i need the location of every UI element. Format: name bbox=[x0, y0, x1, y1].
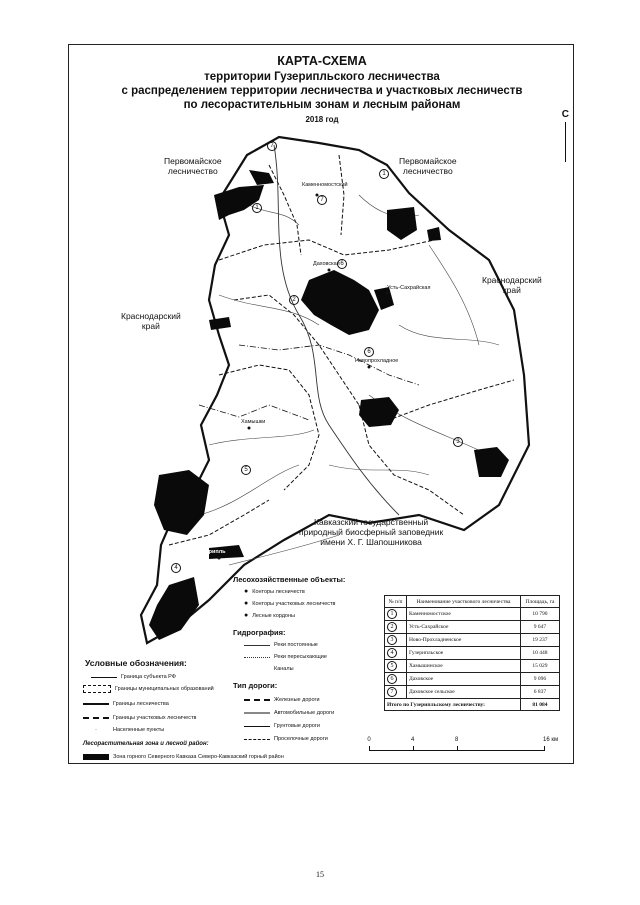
road-swatch-icon bbox=[244, 712, 270, 714]
settlement-label: Новопрохладное bbox=[355, 358, 399, 364]
river-swatch-icon bbox=[244, 657, 270, 658]
district-marker: 7 bbox=[267, 141, 277, 151]
district-marker: 6 bbox=[364, 347, 374, 357]
legend-title: Условные обозначения: bbox=[85, 658, 187, 668]
dot-swatch-icon: · bbox=[95, 727, 97, 733]
district-marker: 2 bbox=[289, 295, 299, 305]
legend-item: Каналы bbox=[274, 666, 294, 672]
area-table bbox=[384, 595, 560, 711]
table-row: 5 Хамышинское 15 029 bbox=[385, 660, 560, 673]
river-swatch-icon bbox=[244, 645, 270, 646]
scale-line bbox=[369, 746, 545, 751]
legend-item: Границы участковых лесничеств bbox=[83, 715, 196, 721]
page-number: 15 bbox=[316, 870, 324, 879]
line-swatch-icon bbox=[91, 677, 117, 678]
table-total-row: Итого по Гузерипльскому лесничеству: 81 084 bbox=[385, 699, 560, 711]
scale-tick-label: 0 bbox=[367, 737, 371, 743]
fill-swatch-icon bbox=[83, 754, 109, 760]
district-marker: 6 bbox=[337, 259, 347, 269]
forest-patch bbox=[474, 447, 509, 477]
line-swatch-icon bbox=[83, 703, 109, 705]
table-row: 1 Каменномостское 10 790 bbox=[385, 608, 560, 621]
forest-objects-title: Лесохозяйственные объекты: bbox=[233, 575, 346, 584]
legend-item: ● Конторы лесничеств bbox=[244, 588, 305, 595]
table-row: 6 Даховское 9 096 bbox=[385, 673, 560, 686]
district-marker: 7 bbox=[317, 195, 327, 205]
map-title: КАРТА-СХЕМА bbox=[277, 54, 367, 68]
settlement-label: Гузерипль bbox=[197, 549, 226, 555]
cordon-icon: ● bbox=[244, 612, 249, 619]
neighbor-label: Первомайское лесничество bbox=[164, 156, 222, 176]
legend-item: Зона горного Северного Кавказа Северо-Кавказский горный район bbox=[83, 754, 284, 760]
legend-item: ● Лесные кордоны bbox=[244, 612, 295, 619]
legend-item: Железные дороги bbox=[244, 697, 320, 703]
forest-patch bbox=[387, 207, 417, 240]
office-icon: ● bbox=[244, 588, 249, 595]
district-marker: 5 bbox=[241, 465, 251, 475]
scale-tick-label: 4 bbox=[411, 737, 415, 743]
settlement-label: Даховская bbox=[313, 261, 340, 267]
district-marker: 1 bbox=[379, 169, 389, 179]
settlement-label: Каменномостский bbox=[302, 182, 348, 188]
subtitle-line: по лесорастительным зонам и лесным районам bbox=[183, 99, 461, 111]
line-swatch-icon bbox=[83, 717, 109, 719]
office-icon: ● bbox=[244, 600, 249, 607]
scale-bar bbox=[367, 737, 559, 757]
zone-title: Лесорастительная зона и лесной район: bbox=[83, 741, 209, 747]
rail-swatch-icon bbox=[244, 699, 270, 701]
table-row: 2 Усть-Сахрайское 9 647 bbox=[385, 621, 560, 634]
map-year: 2018 год bbox=[305, 115, 339, 124]
neighbor-label: Краснодарский край bbox=[121, 311, 181, 331]
legend-item: Границы муниципальных образований bbox=[83, 685, 214, 693]
legend-item: Граница субъекта РФ bbox=[91, 674, 176, 680]
neighbor-label: Первомайское лесничество bbox=[399, 156, 457, 176]
forest-patch bbox=[249, 170, 274, 185]
legend-item: Проселочные дороги bbox=[244, 736, 328, 742]
hydro-title: Гидрография: bbox=[233, 628, 286, 637]
scale-tick-label: 16 км bbox=[543, 737, 559, 743]
district-marker: 1 bbox=[252, 203, 262, 213]
north-label: С bbox=[561, 109, 569, 120]
district-marker: 4 bbox=[171, 563, 181, 573]
legend-item: · Населенные пункты bbox=[83, 727, 164, 733]
table-header-row bbox=[385, 596, 560, 608]
roads-title: Тип дороги: bbox=[233, 681, 278, 690]
scale-tick-label: 8 bbox=[455, 737, 459, 743]
neighbor-label: Краснодарский край bbox=[482, 275, 542, 295]
forest-patch bbox=[154, 470, 209, 535]
forest-patch bbox=[209, 317, 231, 330]
box-swatch-icon bbox=[83, 685, 111, 693]
table-row: 4 Гузерипльское 10 448 bbox=[385, 647, 560, 660]
subtitle-line: с распределением территории лесничества и участковых лесничеств bbox=[121, 85, 523, 97]
col-header: Наименование участкового лесничества bbox=[406, 596, 520, 608]
legend-item: Реки постоянные bbox=[244, 642, 318, 648]
map-frame bbox=[68, 44, 574, 764]
legend-item: Автомобильные дороги bbox=[244, 710, 334, 716]
road-swatch-icon bbox=[244, 739, 270, 740]
legend-item: ● Конторы участковых лесничеств bbox=[244, 600, 336, 607]
forestry-boundary bbox=[141, 137, 529, 643]
col-header: № п/п bbox=[385, 596, 407, 608]
district-marker: 3 bbox=[453, 437, 463, 447]
legend-item: Границы лесничества bbox=[83, 701, 169, 707]
col-header: Площадь, га bbox=[520, 596, 559, 608]
forest-patch bbox=[301, 270, 379, 335]
forest-patch bbox=[359, 397, 399, 427]
table-row: 7 Даховское сельское 6 837 bbox=[385, 686, 560, 699]
forest-patch bbox=[427, 227, 441, 241]
legend-item: Грунтовые дороги bbox=[244, 723, 320, 729]
subtitle-line: территории Гузерипльского лесничества bbox=[204, 71, 440, 83]
settlement-label: Хамышки bbox=[241, 419, 266, 425]
road-swatch-icon bbox=[244, 726, 270, 727]
settlement-label: Усть-Сахрайская bbox=[387, 285, 431, 291]
reserve-label: Кавказский государственный природный биосферный заповедник имени Х. Г. Шапошникова bbox=[299, 517, 444, 547]
legend-item: Реки пересыхающие bbox=[244, 654, 327, 660]
table-row: 3 Ново-Прохладненское 19 237 bbox=[385, 634, 560, 647]
